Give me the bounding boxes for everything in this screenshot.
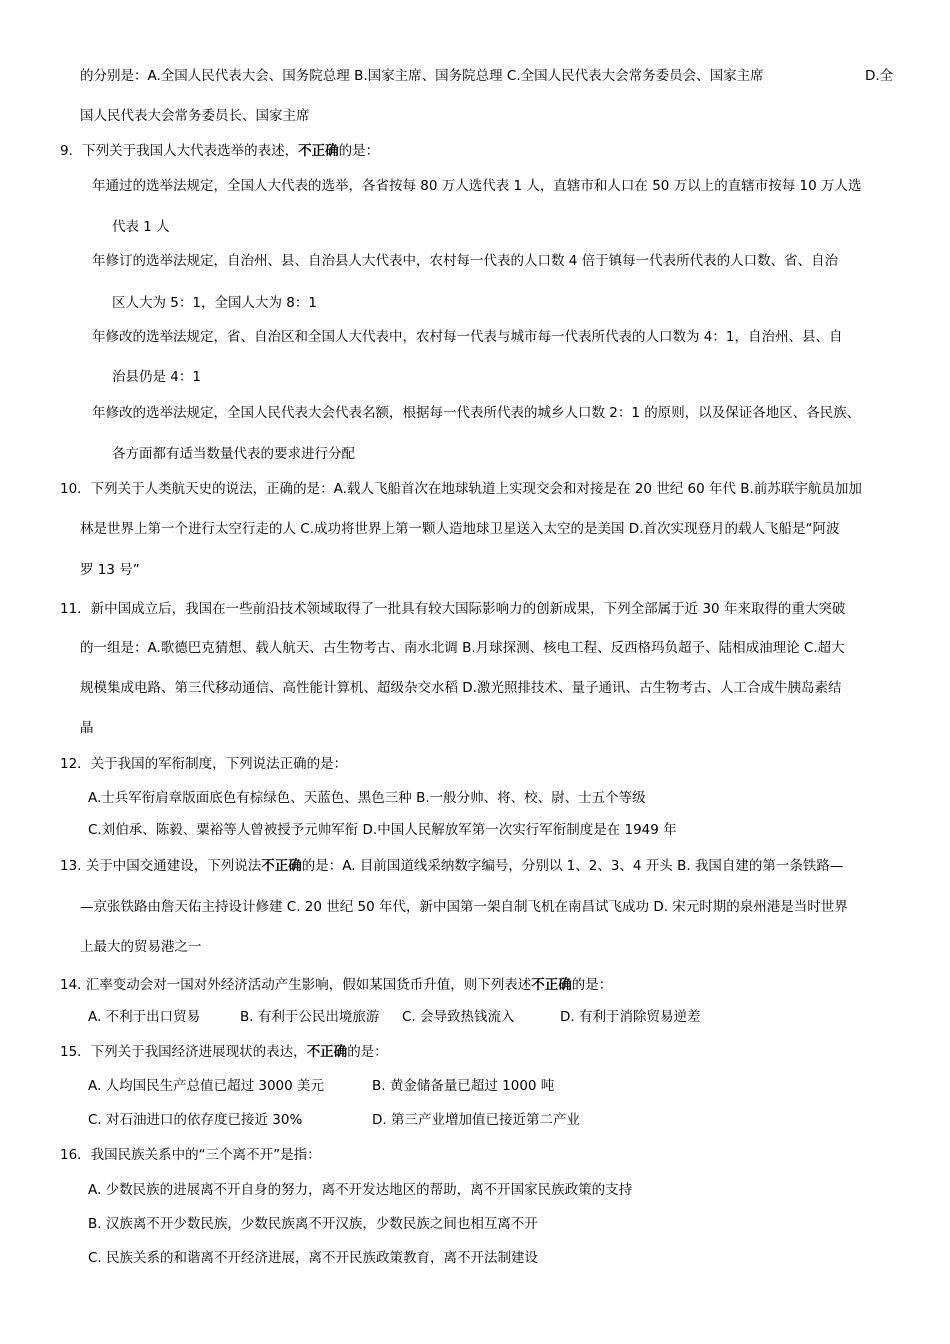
q12-stem: 12．关于我国的军衔制度，下列说法正确的是： <box>60 756 348 772</box>
q8-options-text: 的分别是：A.全国人民代表大会、国务院总理 B.国家主席、国务院总理 C.全国人民代表大会常务委员会、国家主席 <box>80 68 764 84</box>
q9-option-a-line1: 年通过的选举法规定，全国人大代表的选举，各省按每 80 万人选代表 1 人，直辖市和人口在 50 万以上的直辖市按每 10 万人选 <box>92 178 862 194</box>
q9-option-b-line1: 年修订的选举法规定，自治州、县、自治县人大代表中，农村每一代表的人口数 4 倍于镇每一代表所代表的人口数、省、自治 <box>92 253 839 269</box>
q8-option-d-start: D.全 <box>865 68 894 84</box>
q16-option-c: C. 民族关系的和谐离不开经济进展，离不开民族政策教育，离不开法制建设 <box>88 1250 539 1266</box>
q14-option-d: D. 有利于消除贸易逆差 <box>560 1009 701 1025</box>
q12-options-ab: A.士兵军衔肩章版面底色有棕绿色、天蓝色、黑色三种 B.一般分帅、将、校、尉、士五个等级 <box>88 790 646 806</box>
q9-option-d-line1: 年修改的选举法规定，全国人民代表大会代表名额，根据每一代表所代表的城乡人口数 2：1 的原则，以及保证各地区、各民族、 <box>92 405 861 421</box>
q10-line2: 林是世界上第一个进行太空行走的人 C.成功将世界上第一颗人造地球卫星送入太空的是美国 D.首次实现登月的载人飞船是“阿波 <box>80 521 840 537</box>
q10-line1: 10．下列关于人类航天史的说法，正确的是：A.载人飞船首次在地球轨道上实现交会和对接是在 20 世纪 60 年代 B.前苏联宇航员加加 <box>60 481 862 497</box>
q11-line4: 晶 <box>80 720 94 736</box>
q9-stem: 9．下列关于我国人大代表选举的表述，不正确的是： <box>60 143 380 159</box>
q16-stem: 16．我国民族关系中的“三个离不开”是指： <box>60 1147 321 1163</box>
q14-option-a: A. 不利于出口贸易 <box>88 1009 201 1025</box>
q11-line1: 11．新中国成立后，我国在一些前沿技术领域取得了一批具有较大国际影响力的创新成果，下列全部属于近 30 年来取得的重大突破 <box>60 601 846 617</box>
q8-option-d-end: 国人民代表大会常务委员长、国家主席 <box>80 108 310 124</box>
q14-stem: 14. 汇率变动会对一国对外经济活动产生影响，假如某国货币升值，则下列表述不正确的是： <box>60 977 613 993</box>
q14-option-b: B. 有利于公民出境旅游 <box>240 1009 380 1025</box>
q15-option-a: A. 人均国民生产总值已超过 3000 美元 <box>88 1078 325 1094</box>
q9-option-c-line2: 治县仍是 4：1 <box>112 369 201 385</box>
q9-option-a-line2: 代表 1 人 <box>112 219 170 235</box>
q9-option-b-line2: 区人大为 5：1，全国人大为 8：1 <box>112 295 317 311</box>
q11-line3: 规模集成电路、第三代移动通信、高性能计算机、超级杂交水稻 D.激光照排技术、量子通讯、古生物考古、人工合成牛胰岛素结 <box>80 680 842 696</box>
q15-option-d: D. 第三产业增加值已接近第二产业 <box>372 1112 580 1128</box>
q12-options-cd: C.刘伯承、陈毅、粟裕等人曾被授予元帅军衔 D.中国人民解放军第一次实行军衔制度是在 1949 年 <box>88 822 677 838</box>
q11-line2: 的一组是：A.歌德巴克猜想、载人航天、古生物考古、南水北调 B.月球探测、核电工程、反西格玛负超子、陆相成油理论 C.超大 <box>80 640 845 656</box>
q9-option-d-line2: 各方面都有适当数量代表的要求进行分配 <box>112 446 355 462</box>
q14-option-c: C. 会导致热钱流入 <box>402 1009 515 1025</box>
q16-option-b: B. 汉族离不开少数民族，少数民族离不开汉族，少数民族之间也相互离不开 <box>88 1216 538 1232</box>
q13-line1: 13. 关于中国交通建设，下列说法不正确的是：A. 目前国道线采纳数字编号，分别以 1、2、3、4 开头 B. 我国自建的第一条铁路— <box>60 858 844 874</box>
q15-option-c: C. 对石油进口的依存度已接近 30% <box>88 1112 303 1128</box>
q15-stem: 15．下列关于我国经济进展现状的表达，不正确的是： <box>60 1044 388 1060</box>
q9-option-c-line1: 年修改的选举法规定，省、自治区和全国人大代表中，农村每一代表与城市每一代表所代表的人口数为 4：1，自治州、县、自 <box>92 329 843 345</box>
q8-options-line <box>80 66 764 86</box>
q16-option-a: A. 少数民族的进展离不开自身的努力，离不开发达地区的帮助，离不开国家民族政策的支持 <box>88 1182 633 1198</box>
q10-line3: 罗 13 号” <box>80 562 140 578</box>
q13-line3: 上最大的贸易港之一 <box>80 939 202 955</box>
q13-line2: —京张铁路由詹天佑主持设计修建 C. 20 世纪 50 年代，新中国第一架自制飞机在南昌试飞成功 D. 宋元时期的泉州港是当时世界 <box>80 899 848 915</box>
q15-option-b: B. 黄金储备量已超过 1000 吨 <box>372 1078 555 1094</box>
